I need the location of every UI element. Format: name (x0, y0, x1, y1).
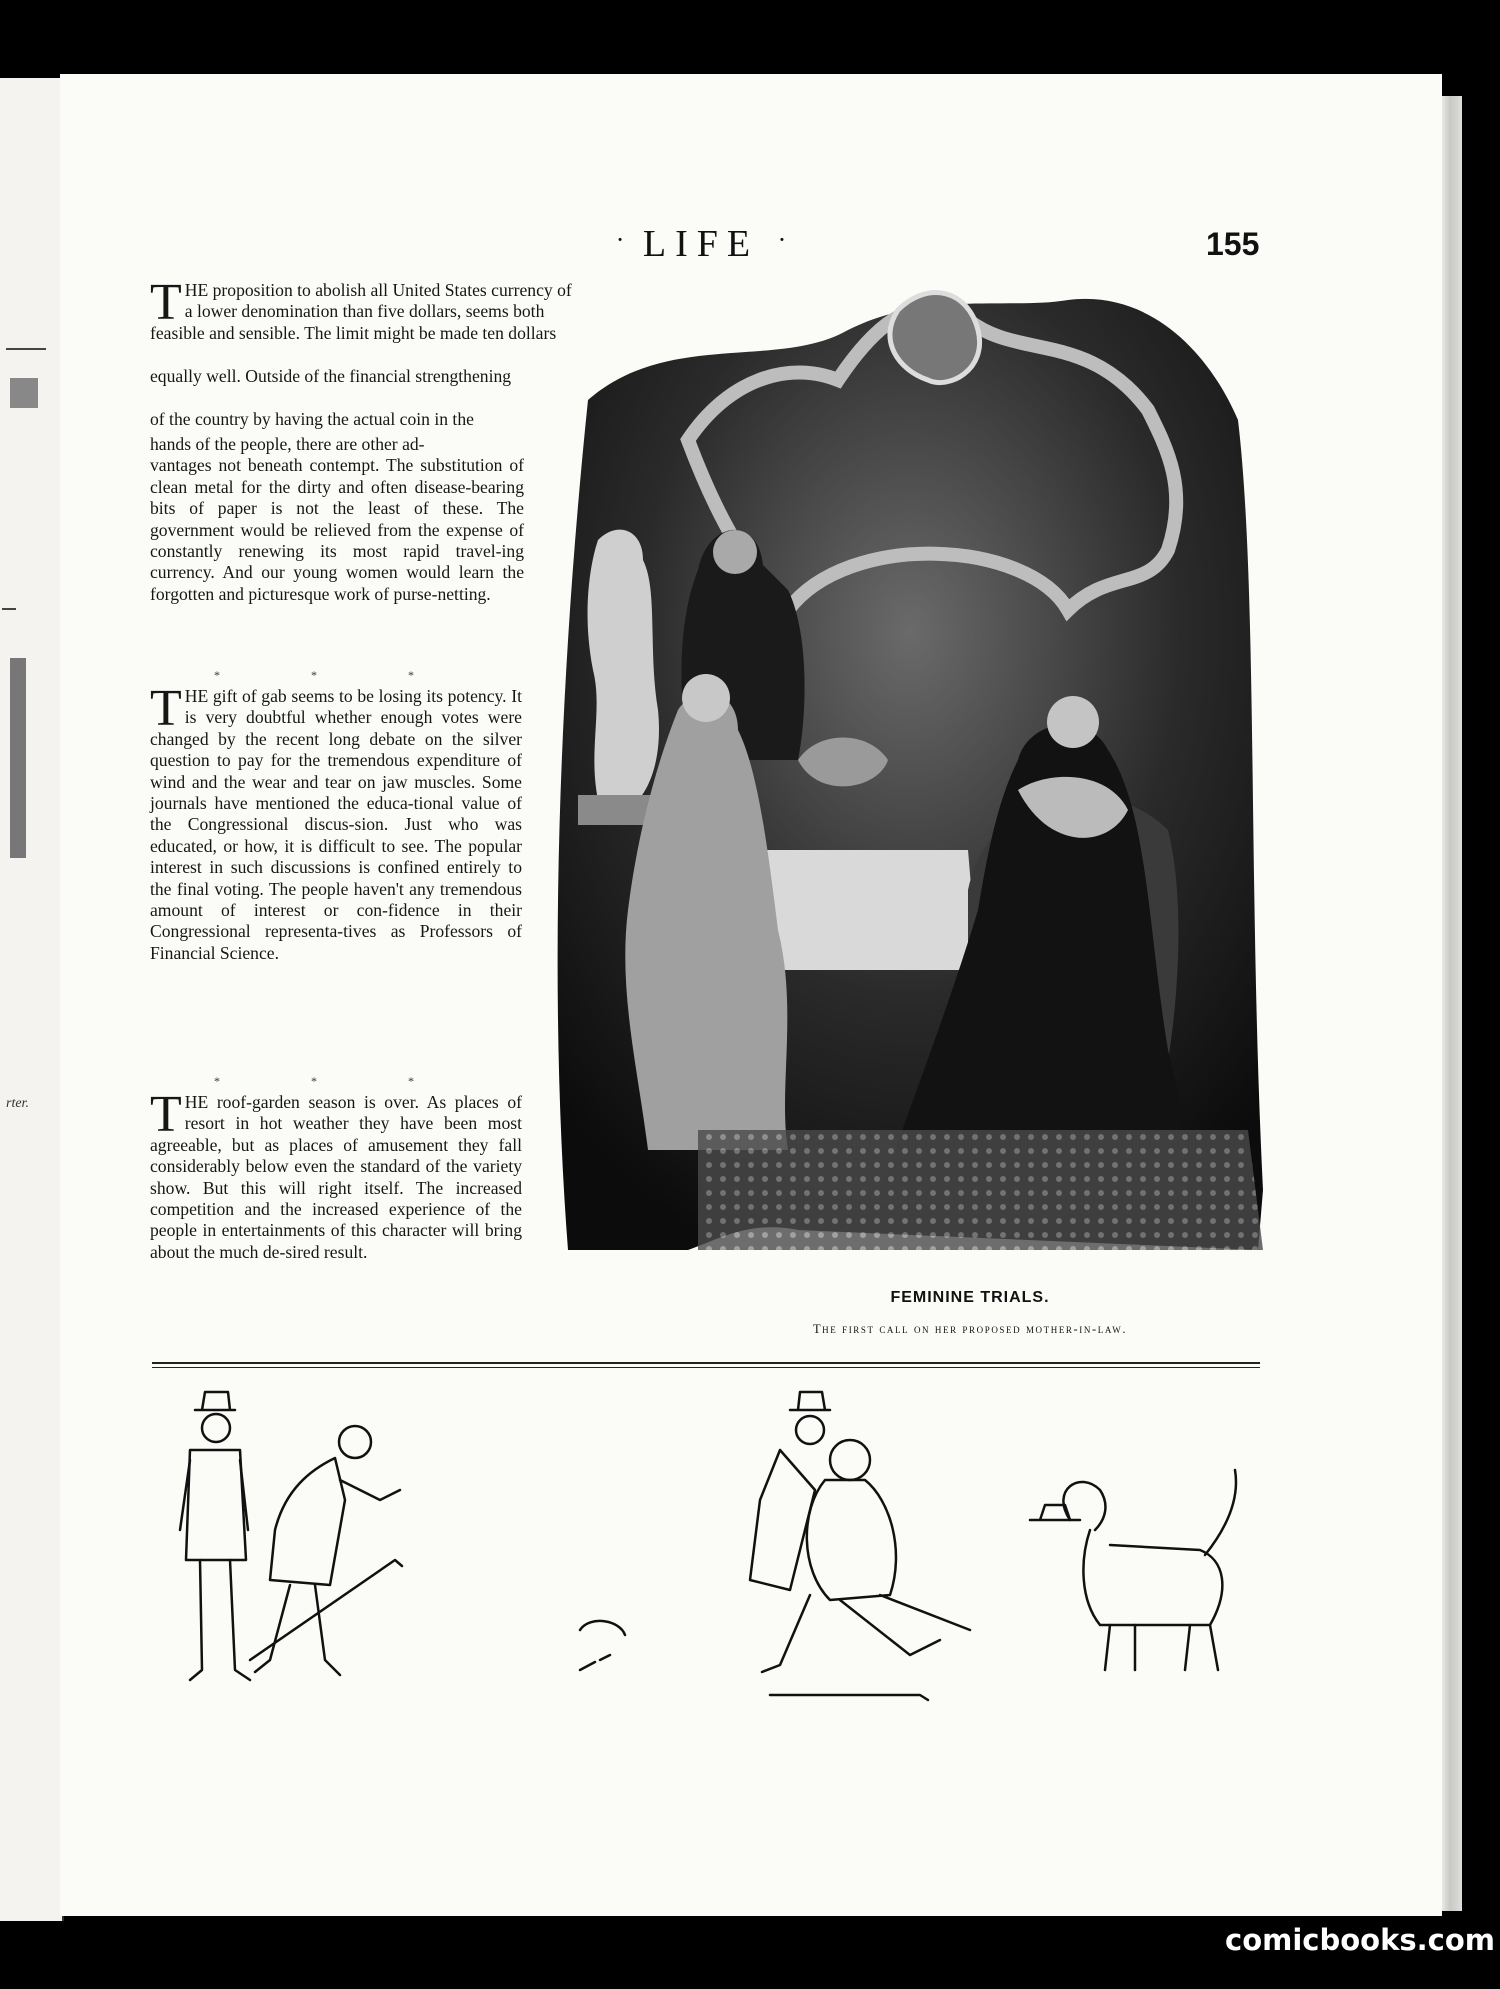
feminine-trials-illustration (548, 290, 1263, 1270)
page-number: 155 (1206, 226, 1260, 262)
cartoon-strip (150, 1380, 1280, 1710)
drop-cap: T (150, 680, 182, 737)
paragraph-1-line: equally well. Outside of the financial strengthening (150, 366, 512, 386)
paragraph-3-text: HE roof-garden season is over. As places of resort in hot weather they have been most agreeable, but as places of amusement they fall considerably below even the standard of the variety show. But this will right itself. The increased competition and the increased experience of the people in entertainments of this character will bring about the much de-sired result. (150, 1092, 522, 1262)
man-head (713, 530, 757, 574)
magazine-title: LIFE (642, 223, 760, 265)
illustration-caption-title: FEMININE TRIALS. (890, 1289, 1050, 1306)
left-page-mark (2, 608, 16, 610)
dropped-cane (770, 1695, 928, 1700)
paragraph-2-text: HE gift of gab seems to be losing its potency. It is very doubtful whether enough votes were changed by the recent long debate on the silver question to pay for the tremendous expenditure of wind and the wear and tear on jaw muscles. Some journals have mentioned the educa-tional value of the Congressional discus-sion. Just who was educated, or how, it is difficult to see. The popular interest in such discussions is confined entirely to the final voting. The people haven't any tremendous amount of interest or con-fidence in their Congressional representa-tives as Professors of Financial Science. (150, 686, 522, 963)
paragraph-1-body (150, 434, 524, 605)
hat-in-mouth (1030, 1505, 1080, 1520)
section-separator: * * * (214, 668, 458, 682)
tripped-men-figure (750, 1392, 970, 1672)
running-head: · LIFE · (615, 223, 787, 265)
illustration-caption-subtitle: The first call on her proposed mother-in-law. (812, 1322, 1128, 1336)
paragraph-1-line: of the country by having the actual coin in the (150, 409, 474, 429)
section-separator: * * * (214, 1074, 458, 1088)
paragraph-3 (150, 1086, 522, 1263)
left-page-mark (6, 348, 46, 350)
left-page-edge (0, 78, 64, 1921)
left-page-mark (10, 378, 38, 408)
paragraph-1-line: hands of the people, there are other ad- (150, 434, 425, 454)
section-rule (152, 1362, 1260, 1364)
paragraph-1-line: vantages not beneath contempt. The substitution of clean metal for the dirty and often disease-bearing bits of paper is not the least of these. The government would be relieved from the expense of constantly renewing its most rapid travel-ing currency. And our young women would learn the forgotten and picturesque work of purse-netting. (150, 455, 524, 604)
drop-cap: T (150, 274, 182, 331)
dog-with-hat (1030, 1470, 1236, 1670)
standing-man-figure (180, 1392, 250, 1680)
patterned-rug (698, 1130, 1263, 1250)
left-page-fragment: rter. (6, 1096, 29, 1111)
page-edge (1442, 96, 1462, 1911)
drop-cap: T (150, 1086, 182, 1143)
flying-hat-and-cane (580, 1621, 625, 1670)
stooping-man-with-cane (250, 1426, 402, 1675)
section-rule (152, 1367, 1260, 1368)
paragraph-1-line: a lower denomination than five dollars, seems both (184, 301, 545, 322)
older-woman-head (1047, 696, 1099, 748)
paragraph-2 (150, 680, 522, 964)
cane (250, 1560, 402, 1660)
site-watermark: comicbooks.com (1225, 1923, 1495, 1957)
paragraph-1-line: feasible and sensible. The limit might be made ten dollars (150, 322, 557, 343)
young-woman-head (682, 674, 730, 722)
left-page-mark (10, 658, 26, 858)
paragraph-1-line: HE proposition to abolish all United States currency of (184, 280, 572, 300)
